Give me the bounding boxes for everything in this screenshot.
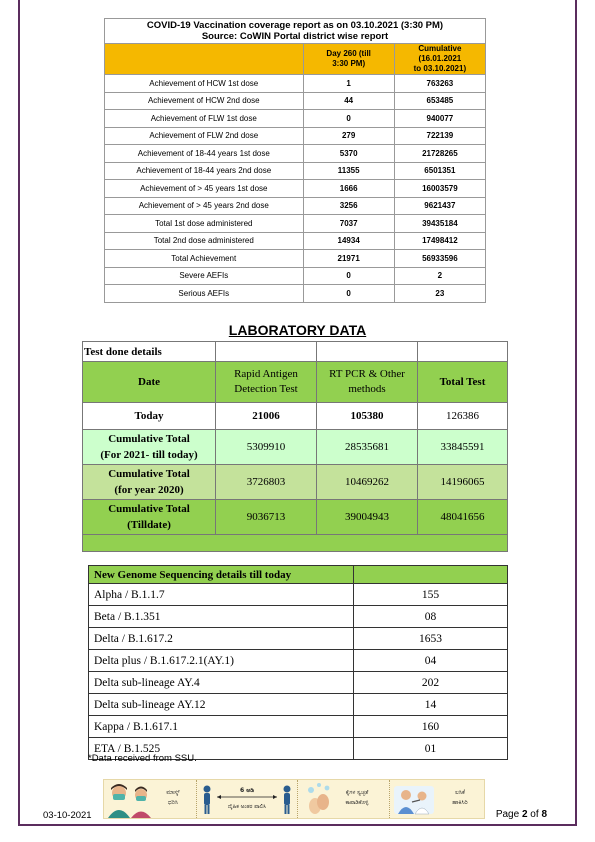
row-label: Total Achievement xyxy=(105,250,304,268)
lab-row-spacer xyxy=(83,535,508,552)
vaccination-row xyxy=(105,75,486,93)
row-day: 7037 xyxy=(303,215,394,233)
vaccination-icon xyxy=(390,780,484,818)
lab-row-cumulative-2021 xyxy=(83,430,508,465)
vaccination-row xyxy=(105,110,486,128)
vax-text-line2: ಹಾಕಿಸಿರಿ xyxy=(452,799,468,806)
variant-count: 04 xyxy=(354,650,508,672)
variant-name: Delta sub-lineage AY.4 xyxy=(89,672,354,694)
row-label: Achievement of 18-44 years 2nd dose xyxy=(105,162,304,180)
row-label: Achievement of > 45 years 2nd dose xyxy=(105,197,304,215)
lab-row-label xyxy=(83,500,216,535)
row-cumulative: 2 xyxy=(394,267,485,285)
lab-row-cumulative-2020 xyxy=(83,465,508,500)
banner-vaccine xyxy=(390,780,484,818)
genome-row xyxy=(89,694,508,716)
variant-count: 01 xyxy=(354,738,508,760)
variant-name: Kappa / B.1.617.1 xyxy=(89,716,354,738)
lab-row-label: Today xyxy=(83,403,216,430)
laboratory-table xyxy=(82,341,508,552)
page-prefix: Page xyxy=(495,809,522,820)
genome-row xyxy=(89,650,508,672)
lab-row-rtpcr: 10469262 xyxy=(317,465,418,500)
lab-row-total: 33845591 xyxy=(418,430,508,465)
test-done-label: Test done details xyxy=(83,342,216,362)
vaccination-row xyxy=(105,197,486,215)
lab-row-rtpcr: 105380 xyxy=(317,403,418,430)
lab-row-label xyxy=(83,430,216,465)
lab-row-total: 14196065 xyxy=(418,465,508,500)
variant-name: Beta / B.1.351 xyxy=(89,606,354,628)
row-cumulative: 39435184 xyxy=(394,215,485,233)
vaccination-title-line2: Source: CoWIN Portal district wise report xyxy=(201,31,389,42)
row-cumulative: 653485 xyxy=(394,92,485,110)
row-cumulative: 21728265 xyxy=(394,145,485,163)
rapid-line2: Detection Test xyxy=(234,383,298,395)
genome-header-row xyxy=(89,566,508,584)
genome-row xyxy=(89,716,508,738)
vaccination-row xyxy=(105,162,486,180)
vaccination-row xyxy=(105,92,486,110)
lab-row-rapid: 3726803 xyxy=(216,465,317,500)
vaccination-header-cumulative xyxy=(394,44,485,75)
row-cumulative: 17498412 xyxy=(394,232,485,250)
row-label: Achievement of HCW 1st dose xyxy=(105,75,304,93)
variant-count: 14 xyxy=(354,694,508,716)
row-day: 5370 xyxy=(303,145,394,163)
vax-text-line1: ಲಸಿಕೆ xyxy=(454,789,466,796)
distance-label: 6 ಅಡಿ xyxy=(239,787,254,794)
row-day: 1 xyxy=(303,75,394,93)
lab-spacer-cell xyxy=(83,535,508,552)
rtpcr-line2: methods xyxy=(348,383,386,395)
row-day: 0 xyxy=(303,110,394,128)
row-cumulative: 722139 xyxy=(394,127,485,145)
awareness-banner xyxy=(103,779,485,819)
lab-row-label-line2: (For 2021- till today) xyxy=(100,449,198,461)
test-done-blank xyxy=(317,342,418,362)
laboratory-data-heading: LABORATORY DATA xyxy=(228,322,367,338)
page-total: 8 xyxy=(541,809,547,820)
row-day: 14934 xyxy=(303,232,394,250)
wash-text-line1: ಕೈಗಳ ಸ್ವಚ್ಛತೆ xyxy=(345,790,369,796)
vaccination-row xyxy=(105,215,486,233)
genome-header: New Genome Sequencing details till today xyxy=(89,566,354,584)
lab-header-rapid xyxy=(216,362,317,403)
rtpcr-line1: RT PCR & Other xyxy=(329,368,405,380)
row-day: 1666 xyxy=(303,180,394,198)
distance-text: ದೈಹಿಕ ಅಂತರ ಪಾಲಿಸಿ xyxy=(227,804,266,810)
genome-table xyxy=(88,565,508,760)
lab-row-rtpcr: 39004943 xyxy=(317,500,418,535)
banner-handwash xyxy=(298,780,391,818)
lab-row-rtpcr: 28535681 xyxy=(317,430,418,465)
row-day: 44 xyxy=(303,92,394,110)
vaccination-title-line1: COVID-19 Vaccination coverage report as on 03.10.2021 (3:30 PM) xyxy=(146,20,444,31)
wash-text-line2: ಕಾಪಾಡಿಕೊಳ್ಳಿ xyxy=(345,800,369,806)
lab-row-label-line1: Cumulative Total xyxy=(108,468,190,480)
banner-mask xyxy=(104,780,197,818)
row-day: 21971 xyxy=(303,250,394,268)
row-label: Severe AEFIs xyxy=(105,267,304,285)
row-label: Achievement of FLW 1st dose xyxy=(105,110,304,128)
row-day: 3256 xyxy=(303,197,394,215)
header-cum-line1: Cumulative (16.01.2021 xyxy=(418,44,462,63)
lab-row-cumulative-tilldate xyxy=(83,500,508,535)
row-day: 0 xyxy=(303,285,394,303)
vaccination-header-day xyxy=(303,44,394,75)
row-cumulative: 763263 xyxy=(394,75,485,93)
variant-name: Alpha / B.1.1.7 xyxy=(89,584,354,606)
header-day-line1: Day 260 (till xyxy=(326,49,371,58)
test-done-blank xyxy=(216,342,317,362)
row-label: Achievement of HCW 2nd dose xyxy=(105,92,304,110)
rapid-line1: Rapid Antigen xyxy=(234,368,298,380)
vaccination-row xyxy=(105,267,486,285)
vaccination-row xyxy=(105,127,486,145)
vaccination-table xyxy=(104,18,486,303)
lab-row-label xyxy=(83,465,216,500)
variant-name: Delta plus / B.1.617.2.1(AY.1) xyxy=(89,650,354,672)
page-number xyxy=(496,809,547,820)
genome-row xyxy=(89,584,508,606)
lab-row-rapid: 21006 xyxy=(216,403,317,430)
variant-count: 160 xyxy=(354,716,508,738)
row-label: Total 2nd dose administered xyxy=(105,232,304,250)
lab-row-rapid: 9036713 xyxy=(216,500,317,535)
test-done-row xyxy=(83,342,508,362)
row-day: 0 xyxy=(303,267,394,285)
lab-row-total: 48041656 xyxy=(418,500,508,535)
genome-header-blank xyxy=(354,566,508,584)
vaccination-row xyxy=(105,180,486,198)
vaccination-header-row xyxy=(105,44,486,75)
row-label: Achievement of > 45 years 1st dose xyxy=(105,180,304,198)
variant-name: ETA / B.1.525 xyxy=(89,738,354,760)
vaccination-row xyxy=(105,250,486,268)
lab-header-total: Total Test xyxy=(418,362,508,403)
vaccination-row xyxy=(105,285,486,303)
variant-count: 155 xyxy=(354,584,508,606)
row-cumulative: 16003579 xyxy=(394,180,485,198)
vaccination-title xyxy=(105,19,486,44)
variant-name: Delta / B.1.617.2 xyxy=(89,628,354,650)
mask-text-line2: ಧರಿಸಿ xyxy=(167,799,178,806)
handwash-icon xyxy=(301,780,385,818)
lab-row-label-line2: (for year 2020) xyxy=(114,484,184,496)
row-label: Total 1st dose administered xyxy=(105,215,304,233)
ssu-note: *Data received from SSU. xyxy=(88,753,197,764)
lab-row-label-line1: Cumulative Total xyxy=(108,503,190,515)
lab-row-total: 126386 xyxy=(418,403,508,430)
variant-count: 202 xyxy=(354,672,508,694)
vaccination-header-blank xyxy=(105,44,304,75)
header-cum-line2: to 03.10.2021) xyxy=(413,64,467,73)
vaccination-row xyxy=(105,232,486,250)
mask-people-icon xyxy=(105,780,195,818)
banner-distance xyxy=(197,780,298,818)
lab-row-today xyxy=(83,403,508,430)
page-of: of xyxy=(527,809,542,820)
lab-header-rtpcr xyxy=(317,362,418,403)
lab-row-rapid: 5309910 xyxy=(216,430,317,465)
social-distance-icon xyxy=(197,780,297,818)
lab-row-label-line1: Cumulative Total xyxy=(108,433,190,445)
row-cumulative: 6501351 xyxy=(394,162,485,180)
row-day: 279 xyxy=(303,127,394,145)
row-cumulative: 940077 xyxy=(394,110,485,128)
row-day: 11355 xyxy=(303,162,394,180)
genome-row xyxy=(89,606,508,628)
page-current: 2 xyxy=(521,809,528,820)
row-label: Achievement of FLW 2nd dose xyxy=(105,127,304,145)
row-cumulative: 23 xyxy=(394,285,485,303)
row-cumulative: 9621437 xyxy=(394,197,485,215)
genome-row xyxy=(89,672,508,694)
vaccination-row xyxy=(105,145,486,163)
variant-name: Delta sub-lineage AY.12 xyxy=(89,694,354,716)
lab-row-label-line2: (Tilldate) xyxy=(127,519,171,531)
lab-header-date: Date xyxy=(83,362,216,403)
variant-count: 1653 xyxy=(354,628,508,650)
genome-row xyxy=(89,628,508,650)
mask-text-line1: ಮಾಸ್ಕ್ xyxy=(165,789,180,796)
row-cumulative: 56933596 xyxy=(394,250,485,268)
row-label: Serious AEFIs xyxy=(105,285,304,303)
lab-header-row xyxy=(83,362,508,403)
header-day-line2: 3:30 PM) xyxy=(332,59,366,68)
footer-date: 03-10-2021 xyxy=(43,810,92,821)
row-label: Achievement of 18-44 years 1st dose xyxy=(105,145,304,163)
variant-count: 08 xyxy=(354,606,508,628)
test-done-blank xyxy=(418,342,508,362)
vaccination-title-row xyxy=(105,19,486,44)
